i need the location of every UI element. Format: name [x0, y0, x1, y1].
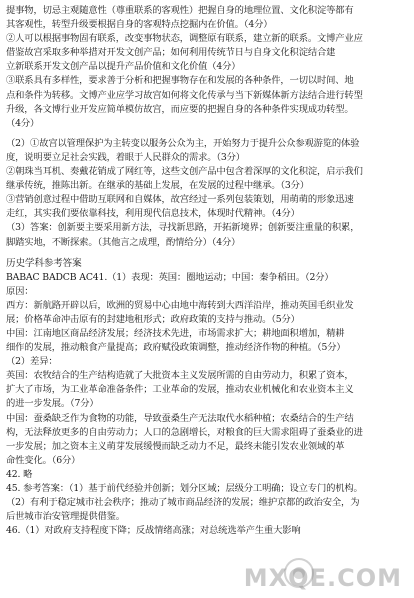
text-line: 展；价格革命冲击原有的封建地租形式；政府政策的支持与推动。（5分）	[6, 313, 300, 325]
text-line: 原因：	[6, 285, 34, 297]
text-line: 脚踏实地，不断探索。（其他言之成理，酌情给分）（4分）	[6, 236, 241, 248]
watermark-logo	[243, 552, 410, 596]
text-line: 扩大了市场，为工业革命准备条件；工业革命的发展，推动农业机械化和农业资本主义	[6, 384, 354, 396]
text-line: 细作的发展，推动粮食产量提高；政府赋役政策调整，推动经济作物的种植。（5分）	[6, 342, 346, 354]
text-line: 西方：新航路开辟以后，欧洲的贸易中心由地中海转到大西洋沿岸，推动英国毛织业发	[6, 299, 354, 311]
text-line: ②人可以根据事物固有联系，改变事物状态，调整原有联系，建立新的联系。文博产业应	[6, 33, 363, 45]
text-line: （4分）	[6, 117, 40, 129]
text-line: ③联系具有多样性，要求善于分析和把握事物存在和发展的各种条件，一切以时间、地	[6, 75, 354, 87]
text-line: 中国：蚕桑缺乏作为食物的功能，导致蚕桑生产无法取代水稻种植；农桑结合的生产结	[6, 412, 354, 424]
text-line: 继承传统，推陈出新。在继承的基础上发展，在发展的过程中继承。（3分）	[6, 180, 309, 192]
answer-document	[6, 4, 408, 538]
text-line: 升级，各文博行业开发应简单模仿故宫，而应要的把握自身的各种条件实现成功转型。	[6, 103, 354, 115]
history-section-title: 历史学科参考答案	[6, 257, 82, 269]
text-line: 点和条件为转移。文博产业应学习故宫如何将文化传承与当下新媒体新方法结合进行转型	[6, 89, 363, 101]
text-line: 45. 参考答案：（1）基于前代经验并创新；划分区域；层级分工明确；设立专门的机构。	[6, 483, 363, 494]
text-line: 的进一步发展。（7分）	[6, 398, 99, 410]
politics-answer-block-1	[6, 4, 408, 131]
text-line: 46.（1）对政府支持程度下降；反战情绪高涨；对总统选举产生重大影响	[6, 525, 301, 537]
text-line: 走红，其实我们要依靠科技，利用现代信息技术，体现时代精神。（4分）	[6, 208, 300, 220]
text-line: BABAC BADCB AC41.（1）表现：英国：圈地运动；中国：秦争稻田。（2分）	[6, 271, 334, 283]
text-line: ③营销创意过程中借助互联网和自媒体，故宫经过一系列包装策划，用萌萌的形象迅速	[6, 194, 354, 206]
text-line: 度，说明要立足社会实践，着眼于人民群众的需求。（3分）	[6, 151, 245, 163]
text-line: （3）答案：创新要主要采用新方法，寻找新思路，开拓新境界；创新要注重量的积累，	[6, 222, 360, 234]
text-line: （2）差异：	[6, 356, 58, 368]
text-line: 构，无法释放更多的自由劳动力；人口的急剧增长，对粮食的巨大需求阻碍了蚕桑业的进	[6, 426, 363, 438]
text-line: 提事物，切忌主观随意性（尊重联系的客观性）把握自身的地理位置、文化积淀等都有	[6, 5, 354, 16]
politics-answer-block-2	[6, 137, 408, 250]
text-line: 一步发展；加之资本主义萌芽发展缓慢而缺乏动力不足，最终未能引发农业领域的革	[6, 440, 345, 452]
watermark-text: MXQE.COM	[243, 564, 402, 592]
text-line: 立新联系开发文创产品以提升产品价值和文化价值（4分）	[6, 61, 241, 73]
text-line: （2）有利于稳定城市社会秩序；推动了城市商品经济的发展；维护京都的政治安全，为	[6, 497, 360, 509]
text-line: 英国：农牧结合的生产结构造就了大批资本主义发展所需的自由劳动力，积累了资本，	[6, 370, 354, 382]
text-line: （2）①故宫以管理保护为主转变以服务公众为主，开始努力于提升公众参观游览的体验	[6, 137, 360, 149]
history-answer-block	[6, 271, 408, 539]
text-line: 借鉴故宫采取多种举措对开发文创产品；如何利用传统节日与自身文化积淀结合建	[6, 47, 336, 59]
text-line: 后世城市治安管理提供借鉴。	[6, 511, 125, 523]
text-line: 中国：江南地区商品经济发展；经济技术先进，市场需求扩大；耕地面积增加，精耕	[6, 327, 345, 339]
text-line: 其客观性，转型升级要根据自身的客观特点挖掘内在价值。（4分）	[6, 19, 273, 31]
text-line: 42. 略	[6, 468, 33, 480]
text-line: ②朝珠当耳机、奏戴花销成了网红等，这些文创产品中包含着深厚的文化积淀，启示我们	[6, 166, 363, 178]
text-line: 命性变化。（6分）	[6, 454, 81, 466]
